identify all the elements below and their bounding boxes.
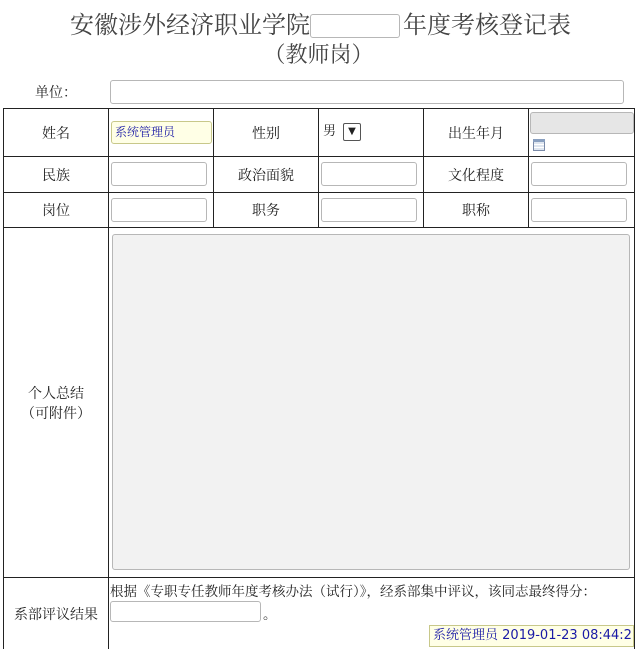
post-cell [108, 192, 213, 227]
summary-label-line2: （可附件） [21, 405, 91, 422]
chevron-down-icon[interactable]: ▼ [343, 123, 361, 141]
post-label: 岗位 [3, 192, 108, 227]
dept-eval-text: 根据《专职专任教师年度考核办法（试行）》，经系部集中评议，该同志最终得分： [110, 584, 596, 600]
duty-label: 职务 [213, 192, 318, 227]
politics-label: 政治面貌 [213, 156, 318, 192]
title-prefix: 安徽涉外经济职业学院 [70, 11, 310, 39]
ethnicity-cell [108, 156, 213, 192]
birth-cell [528, 108, 635, 156]
gender-label: 性别 [213, 108, 318, 156]
calendar-icon[interactable] [533, 139, 545, 151]
education-field[interactable] [531, 162, 627, 186]
unit-label: 单位： [35, 85, 77, 101]
ethnicity-label: 民族 [3, 156, 108, 192]
title-suffix: 年度考核登记表 [403, 11, 571, 39]
politics-cell [318, 156, 423, 192]
rank-label: 职称 [423, 192, 528, 227]
dept-score-field[interactable] [110, 601, 261, 622]
summary-textarea[interactable] [112, 234, 630, 570]
dept-cell [108, 577, 635, 649]
signer-name: 系统管理员 [433, 628, 499, 643]
politics-field[interactable] [321, 162, 417, 186]
dept-period: 。 [263, 607, 277, 623]
name-label: 姓名 [3, 108, 108, 156]
post-field[interactable] [111, 198, 207, 222]
sign-info [429, 625, 634, 647]
gender-value: 男 [323, 124, 337, 139]
birth-field[interactable] [530, 112, 634, 134]
rank-field[interactable] [531, 198, 627, 222]
sign-time: 2019-01-23 08:44:2 [502, 628, 632, 643]
dept-label: 系部评议结果 [3, 577, 108, 649]
rank-cell [528, 192, 635, 227]
gender-select[interactable] [323, 123, 363, 141]
year-input[interactable] [310, 14, 400, 38]
ethnicity-field[interactable] [111, 162, 207, 186]
summary-label [3, 227, 108, 577]
education-cell [528, 156, 635, 192]
gender-cell [318, 108, 423, 156]
education-label: 文化程度 [423, 156, 528, 192]
duty-cell [318, 192, 423, 227]
form-title [0, 8, 637, 42]
birth-label: 出生年月 [423, 108, 528, 156]
name-cell [108, 108, 213, 156]
duty-field[interactable] [321, 198, 417, 222]
form-subtitle: （教师岗） [263, 43, 374, 68]
name-field[interactable]: 系统管理员 [111, 121, 212, 144]
form-table [3, 108, 635, 649]
unit-input[interactable] [110, 80, 624, 104]
summary-cell [108, 227, 635, 577]
summary-label-line1: 个人总结 [28, 385, 84, 402]
